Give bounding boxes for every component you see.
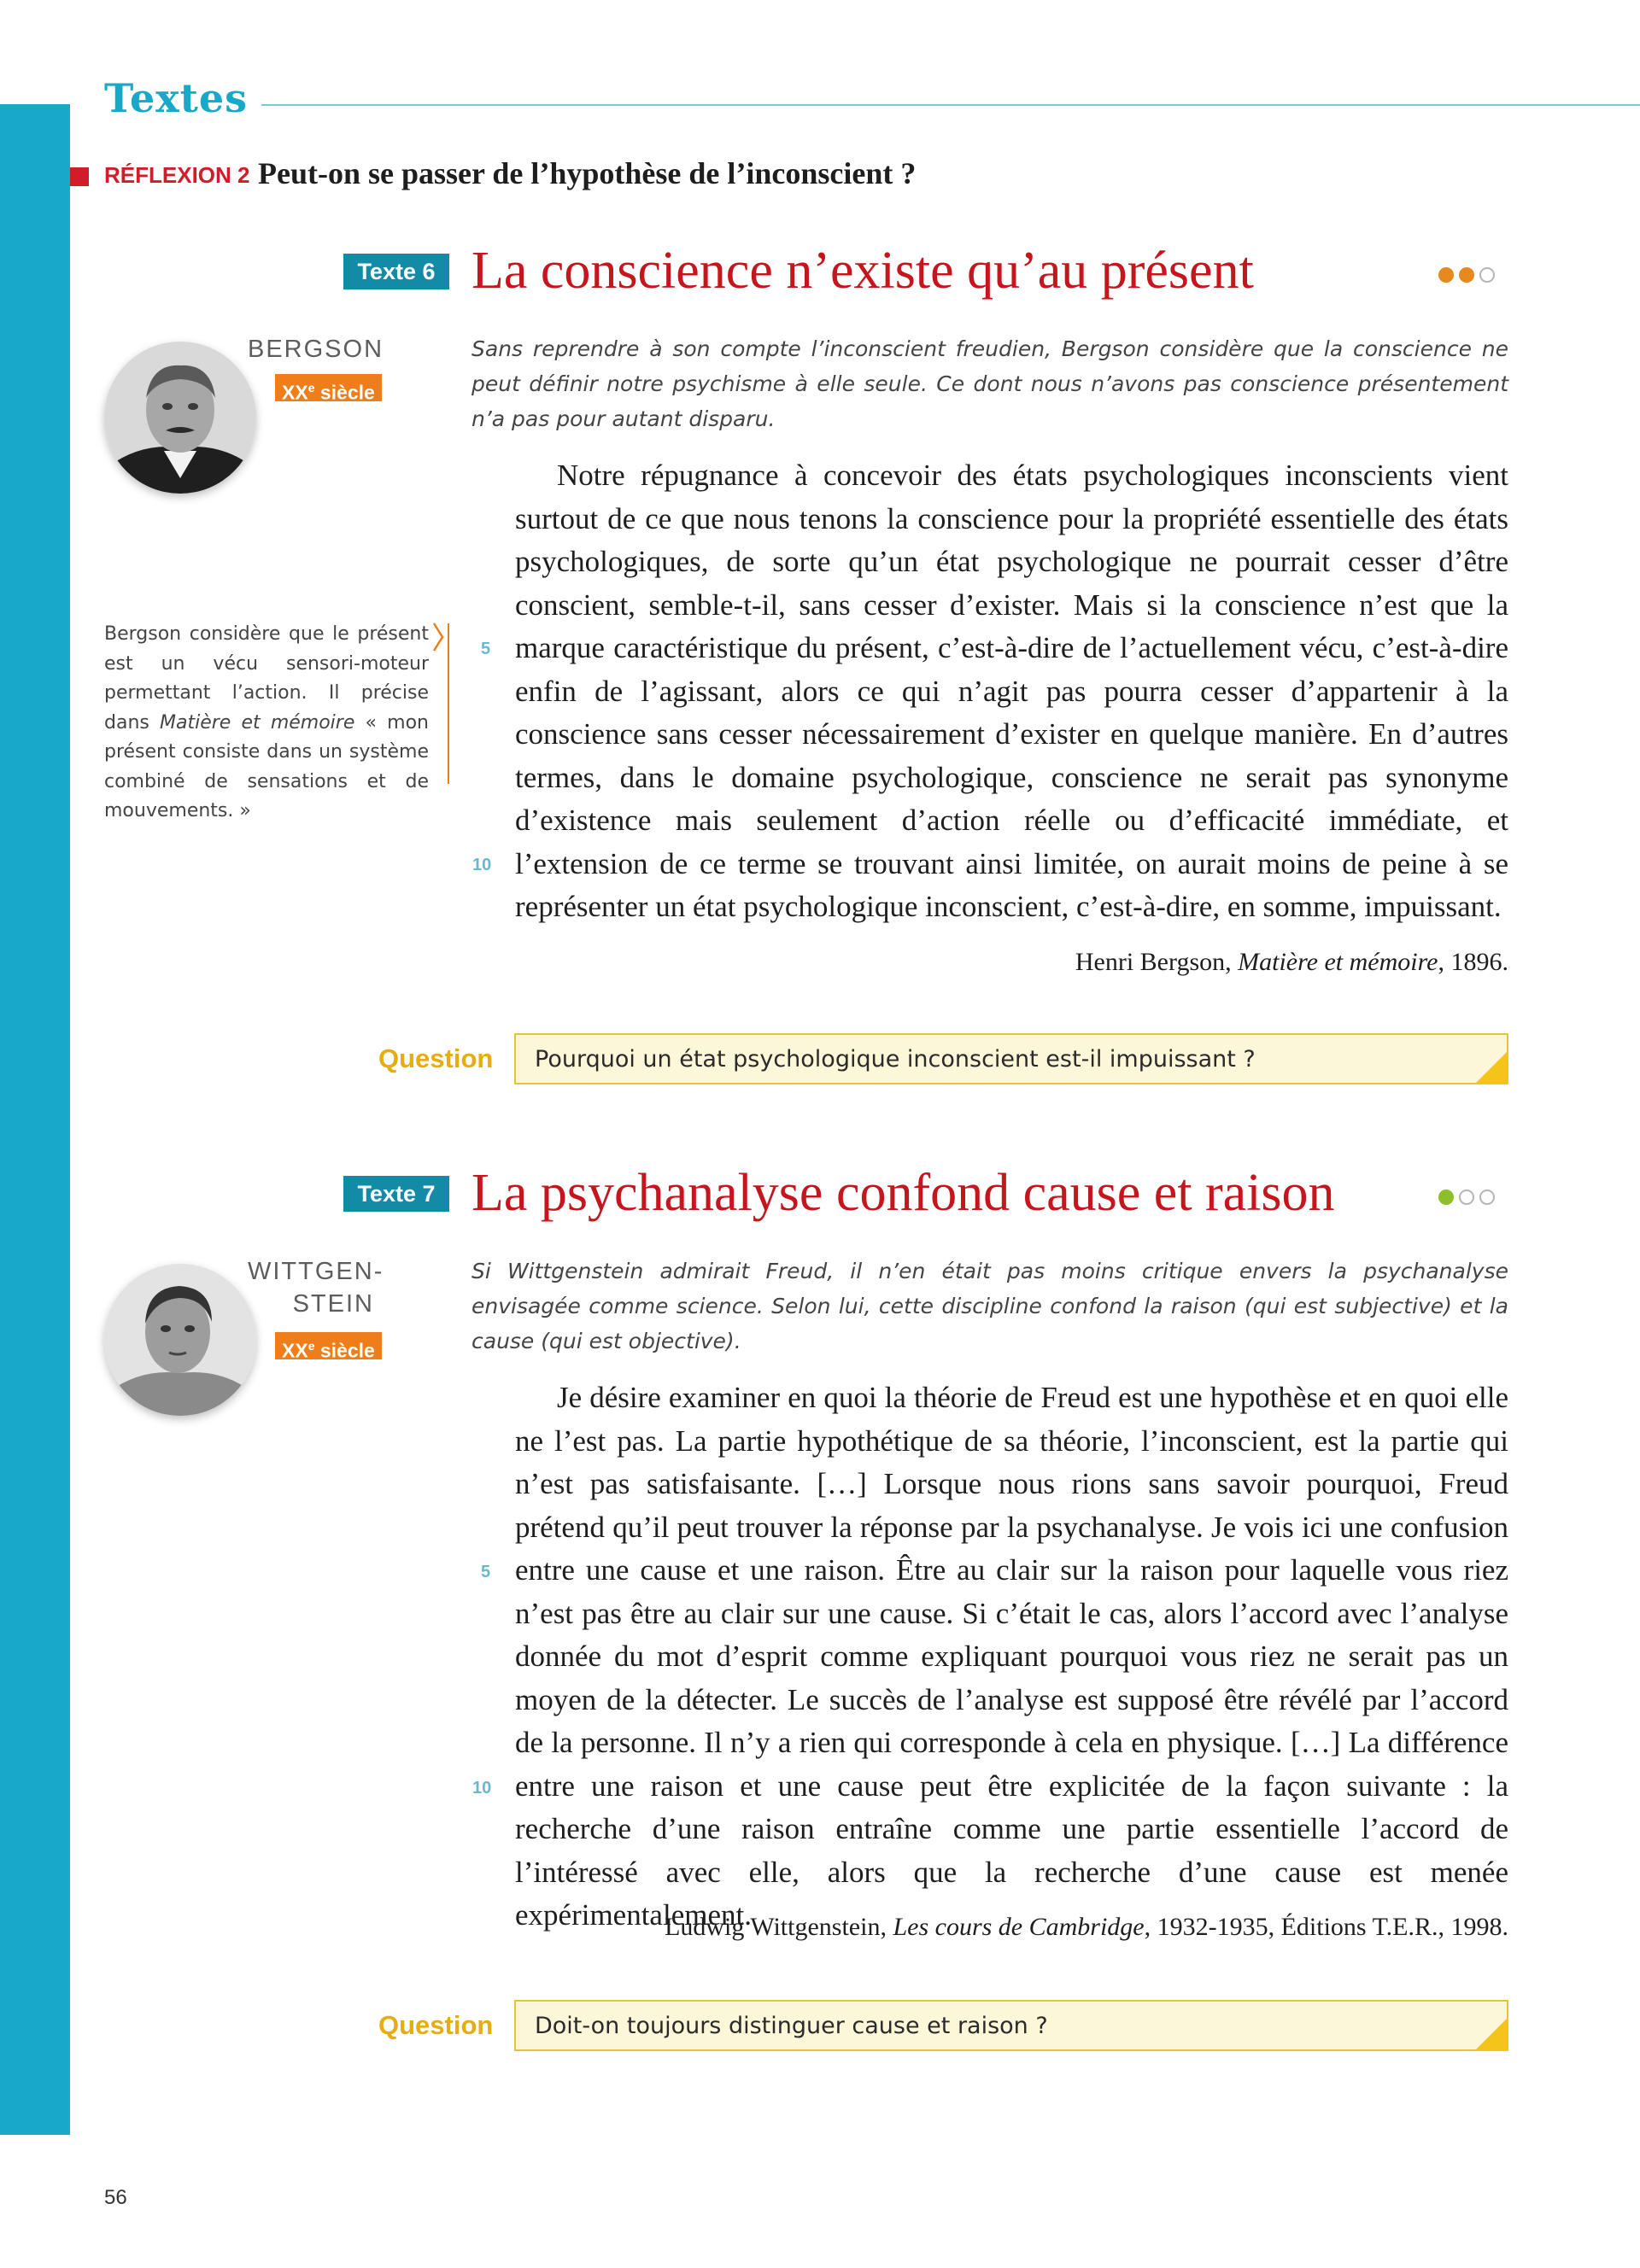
page-number: 56 [104,2186,127,2209]
century-sup: e [308,1339,315,1353]
wittgenstein-portrait [104,1264,256,1416]
author-name-line: STEIN [292,1290,374,1318]
century-main: XX [282,1339,308,1362]
author-name: BERGSON [248,336,384,363]
difficulty-dot [1479,1190,1495,1205]
question-text: Pourquoi un état psychologique inconscient est-il impuissant ? [535,1046,1256,1073]
line-number: 10 [472,856,492,874]
reflexion-label: RÉFLEXION 2 [104,162,250,188]
source-author: Henri Bergson, [1075,948,1239,976]
text-body [515,1377,1508,1938]
header-rule [261,104,1640,106]
source-rest: , 1932-1935, Éditions T.E.R., 1998. [1144,1913,1508,1941]
author-name [248,1255,384,1320]
reflexion-question: Peut-on se passer de l’hypothèse de l’inconscient ? [258,156,917,190]
question-label: Question [378,2010,494,2040]
source-work: Matière et mémoire [1238,948,1438,976]
text-source [665,1913,1508,1942]
question-corner-mark [1474,2017,1508,2051]
page-side-band [0,104,70,2135]
line-number: 5 [481,640,491,658]
century-badge [275,1332,382,1362]
text-paragraph: Je désire examiner en quoi la théorie de Freud est une hypothèse et en quoi elle ne l’est pas. La partie hypothétique de sa théorie, l’inconscient, est la partie qui n’est pas satisfaisante. […] Lorsque nous rions sans savoir pourquoi, Freud prétend qu’il peut trouver la réponse par la psychanalyse. Je vois ici une confusion entre une cause et une raison. Être au clair sur la raison pour laquelle vous riez n’est pas être au clair sur une cause. Si c’était le cas, alors l’accord avec l’analyse donnée du mot d’esprit comme expliquant pourquoi vous riez ne serait pas un moyen de la détecter. Le succès de l’analyse est supposé être révélé par l’accord de la personne. Il n’y a rien qui corresponde à cela en physique. […] La différence entre une raison et une cause peut être explicitée de la façon suivante : la recherche d’une raison entraîne comme une partie essentielle l’accord de l’intéressé avec elle, alors que la recherche d’une cause est menée expérimentalement. [515,1381,1508,1932]
century-rest: siècle [314,381,375,404]
source-author: Ludwig Wittgenstein, [665,1913,893,1941]
reflexion-marker [70,167,89,186]
source-work: Les cours de Cambridge [893,1913,1145,1941]
note-text: Bergson considère que le présent est un vécu sensori-moteur permettant l’action. Il précise dans [104,623,429,734]
question-label: Question [378,1043,494,1073]
bergson-portrait [104,342,256,494]
century-sup: e [308,381,315,395]
century-badge [275,374,382,404]
line-number: 10 [472,1779,492,1797]
century-main: XX [282,381,308,404]
difficulty-indicator [1438,1190,1495,1205]
text-introduction: Sans reprendre à son compte l’inconscient freudien, Bergson considère que la conscience ne peut définir notre psychisme à elle seule. Ce dont nous n’avons pas conscience présentement n’a pas pour autant disparu. [472,336,1508,431]
text-tag: Texte 7 [343,1176,449,1212]
question-box [514,2000,1508,2051]
text-source [1075,948,1508,977]
difficulty-indicator [1438,267,1495,283]
difficulty-dot [1438,1190,1454,1205]
question-corner-mark [1474,1050,1508,1084]
text-title: La psychanalyse confond cause et raison [472,1164,1335,1222]
text-body [515,454,1508,929]
question-box [514,1033,1508,1084]
source-rest: , 1896. [1438,948,1508,976]
question-text: Doit-on toujours distinguer cause et raison ? [535,2013,1048,2039]
section-title: Textes [104,75,249,121]
century-rest: siècle [314,1339,375,1362]
difficulty-dot [1459,1190,1474,1205]
text-paragraph: Notre répugnance à concevoir des états psychologiques inconscients vient surtout de ce que nous tenons la conscience pour la propriété essentielle des états psychologiques, de sorte qu’un état psychologique ne pourrait cesser d’être conscient, semble-t-il, sans cesser d’exister. Mais si la conscience n’est que la marque caractéristique du présent, c’est-à-dire de l’actuellement vécu, c’est-à-dire enfin de l’agissant, alors ce qui n’agit pas pourra cesser d’appartenir à la conscience sans cesser nécessairement d’exister en quelque manière. En d’autres termes, dans le domaine psychologique, conscience ne serait pas synonyme d’existence mais seulement d’action réelle ou d’efficacité immédiate, et l’extension de ce terme se trouvant ainsi limitée, on aurait moins de peine à se représenter un état psychologique inconscient, c’est-à-dire, en somme, impuissant. [515,459,1508,923]
text-introduction: Si Wittgenstein admirait Freud, il n’en était pas moins critique envers la psychanalyse envisagée comme science. Selon lui, cette discipline confond la raison (qui est subjective) et la cause (qui est objective). [472,1259,1508,1353]
note-bracket [437,623,449,784]
author-name-line: WITTGEN- [248,1258,384,1285]
note-work: Matière et mémoire [160,711,355,734]
line-number: 5 [481,1563,491,1581]
text-tag: Texte 6 [343,254,449,289]
difficulty-dot [1438,267,1454,283]
difficulty-dot [1479,267,1495,283]
note-text-end: « mon présent consiste dans un système combiné de sensations et de mouvements. » [104,711,429,821]
margin-note [104,620,429,827]
text-title: La conscience n’existe qu’au présent [472,242,1254,300]
difficulty-dot [1459,267,1474,283]
